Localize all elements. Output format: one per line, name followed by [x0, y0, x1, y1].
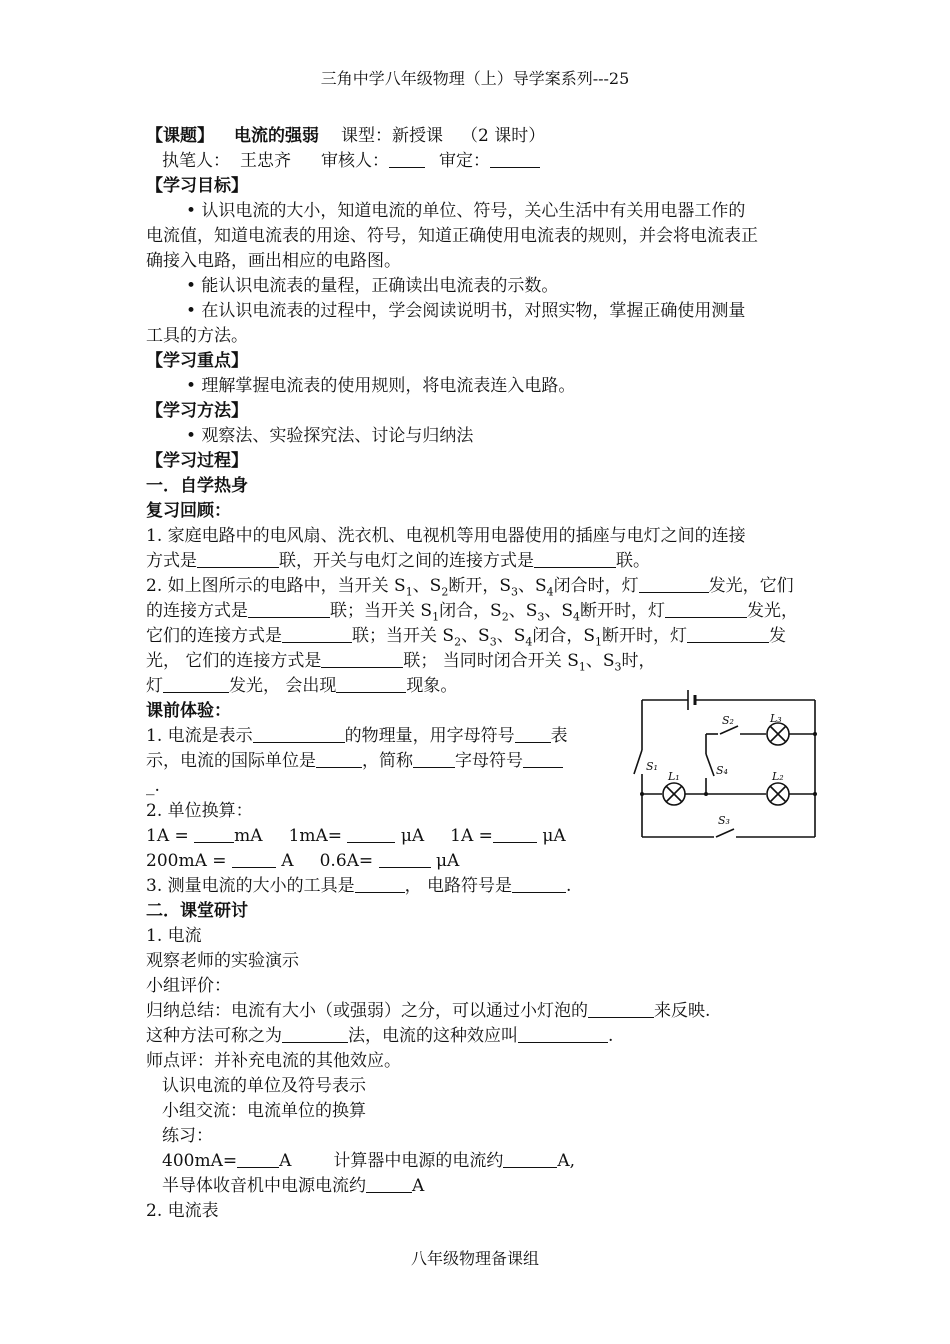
- topic-title: 电流的强弱: [234, 126, 319, 146]
- answer-blank: [248, 600, 330, 618]
- answer-blank: [336, 675, 406, 693]
- junction-dot: [813, 732, 817, 736]
- junction-dot: [640, 792, 644, 796]
- answer-blank: [163, 675, 229, 693]
- answer-blank: [687, 625, 769, 643]
- key-heading: 【学习重点】: [146, 351, 248, 371]
- question-line: 灯 发光， 会出现 现象。: [146, 676, 458, 696]
- section-heading: 一．自学热身: [146, 476, 248, 496]
- page-footer: 八年级物理备课组: [410, 1249, 539, 1268]
- author-name: 王忠齐: [240, 151, 291, 171]
- answer-blank: [355, 875, 405, 893]
- question-line: 1. 家庭电路中的电风扇、洗衣机、电视机等用电器使用的插座与电灯之间的连接: [146, 526, 746, 546]
- label-s2: S₂: [722, 714, 734, 727]
- label-s4: S₄: [716, 764, 728, 777]
- question-line: 2. 如上图所示的电路中，当开关 $S_1$、$S_2$断开，$S_3$、$S_4$闭合时，灯 发光，它们: [146, 576, 794, 599]
- review-heading: 复习回顾：: [146, 501, 231, 521]
- text-line: 师点评：并补充电流的其他效应。: [146, 1051, 401, 1071]
- question-line: 的连接方式是 联；当开关 $S_1$闭合，$S_2$、$S_3$、$S_4$断开时，灯 发光，: [146, 601, 799, 624]
- author-label: 执笔人：: [162, 151, 230, 171]
- text-line: 1. 电流: [146, 926, 202, 946]
- question-line: 示，电流的国际单位是 ，简称 字母符号: [146, 749, 563, 774]
- text-line: 2. 电流表: [146, 1201, 219, 1221]
- conversion-line: 200mA = A 0.6A= μA: [146, 851, 460, 871]
- text-line: 小组交流：电流单位的换算: [162, 1101, 366, 1121]
- answer-blank: [413, 750, 455, 768]
- answer-blank: [282, 625, 352, 643]
- key-line: • 理解掌握电流表的使用规则，将电流表连入电路。: [186, 376, 576, 396]
- method-heading: 【学习方法】: [146, 401, 248, 421]
- text-line: 小组评价：: [146, 976, 231, 996]
- text-line: 这种方法可称之为 法，电流的这种效应叫 .: [146, 1026, 614, 1046]
- answer-blank: [194, 825, 234, 843]
- switch-s3-icon: [716, 829, 734, 837]
- question-line: 2. 单位换算：: [146, 801, 253, 821]
- label-l1: L₁: [668, 770, 680, 783]
- text-line: 半导体收音机中电源电流约 A: [162, 1176, 425, 1196]
- reviewer-label: 审核人：: [321, 151, 389, 171]
- junction-dot: [704, 792, 708, 796]
- goal-line: • 能认识电流表的量程，正确读出电流表的示数。: [186, 276, 559, 296]
- topic-line: [146, 124, 545, 149]
- text-line: 归纳总结：电流有大小（或强弱）之分，可以通过小灯泡的 来反映.: [146, 1001, 711, 1021]
- answer-blank: [512, 875, 566, 893]
- answer-blank: [515, 725, 551, 743]
- answer-blank: [534, 550, 616, 568]
- answer-blank: [347, 825, 395, 843]
- switch-s1-icon: [634, 750, 642, 774]
- approver-blank: [490, 150, 540, 168]
- goal-line: 工具的方法。: [146, 326, 248, 346]
- question-line: 3. 测量电流的大小的工具是 ， 电路符号是 .: [146, 876, 572, 896]
- text-line: 400mA= A 计算器中电源的电流约 A,: [162, 1151, 576, 1171]
- process-heading: 【学习过程】: [146, 451, 248, 471]
- method-line: • 观察法、实验探究法、讨论与归纳法: [186, 426, 474, 446]
- lesson-type: 课型：新授课: [341, 126, 443, 146]
- pre-heading: 课前体验：: [146, 701, 231, 721]
- switch-s2-icon: [720, 726, 738, 734]
- goal-line: 确接入电路，画出相应的电路图。: [146, 251, 401, 271]
- circuit-diagram: [630, 682, 820, 842]
- answer-blank: [493, 825, 537, 843]
- question-line: 光， 它们的连接方式是 联； 当同时闭合开关 $S_1$、$S_3$时，: [146, 651, 656, 674]
- answer-blank: [503, 1150, 557, 1168]
- junction-dot: [813, 792, 817, 796]
- label-s1: S₁: [646, 760, 658, 773]
- author-line: [162, 149, 540, 174]
- answer-blank: [523, 750, 563, 768]
- answer-blank: [588, 1000, 654, 1018]
- lesson-hours: （2 课时）: [461, 126, 546, 146]
- answer-blank: [665, 600, 747, 618]
- topic-label: 【课题】: [146, 126, 214, 146]
- section-heading: 二．课堂研讨: [146, 901, 248, 921]
- answer-blank: [639, 575, 709, 593]
- goal-line: • 认识电流的大小，知道电流的单位、符号，关心生活中有关用电器工作的: [186, 201, 746, 221]
- approver-label: 审定：: [439, 151, 490, 171]
- answer-blank: [316, 750, 362, 768]
- answer-blank: [366, 1175, 412, 1193]
- question-line: _.: [146, 776, 160, 796]
- question-line: 1. 电流是表示 的物理量，用字母符号 表: [146, 726, 568, 746]
- label-s3: S₃: [718, 814, 730, 827]
- answer-blank: [237, 1150, 279, 1168]
- conversion-line: 1A = mA 1mA= μA 1A = μA: [146, 826, 566, 846]
- answer-blank: [379, 850, 431, 868]
- goal-line: 电流值，知道电流表的用途、符号，知道正确使用电流表的规则，并会将电流表正: [146, 226, 758, 246]
- label-l3: L₃: [770, 712, 782, 725]
- answer-blank: [197, 550, 279, 568]
- answer-blank: [282, 1025, 348, 1043]
- answer-blank: [232, 850, 276, 868]
- question-line: 方式是 联，开关与电灯之间的连接方式是 联。: [146, 551, 650, 571]
- answer-blank: [321, 650, 403, 668]
- goal-line: • 在认识电流表的过程中，学会阅读说明书，对照实物，掌握正确使用测量: [186, 301, 746, 321]
- text-line: 观察老师的实验演示: [146, 951, 299, 971]
- goals-heading: 【学习目标】: [146, 176, 248, 196]
- reviewer-blank: [389, 150, 425, 168]
- switch-s4-icon: [706, 754, 714, 776]
- answer-blank: [518, 1025, 608, 1043]
- label-l2: L₂: [772, 770, 784, 783]
- page-header: 三角中学八年级物理（上）导学案系列---25: [320, 69, 630, 88]
- question-line: 它们的连接方式是 联；当开关 $S_2$、$S_3$、$S_4$闭合，$S_1$断开时，灯 发: [146, 626, 787, 649]
- answer-blank: [253, 725, 345, 743]
- text-line: 练习：: [162, 1126, 213, 1146]
- text-line: 认识电流的单位及符号表示: [162, 1076, 366, 1096]
